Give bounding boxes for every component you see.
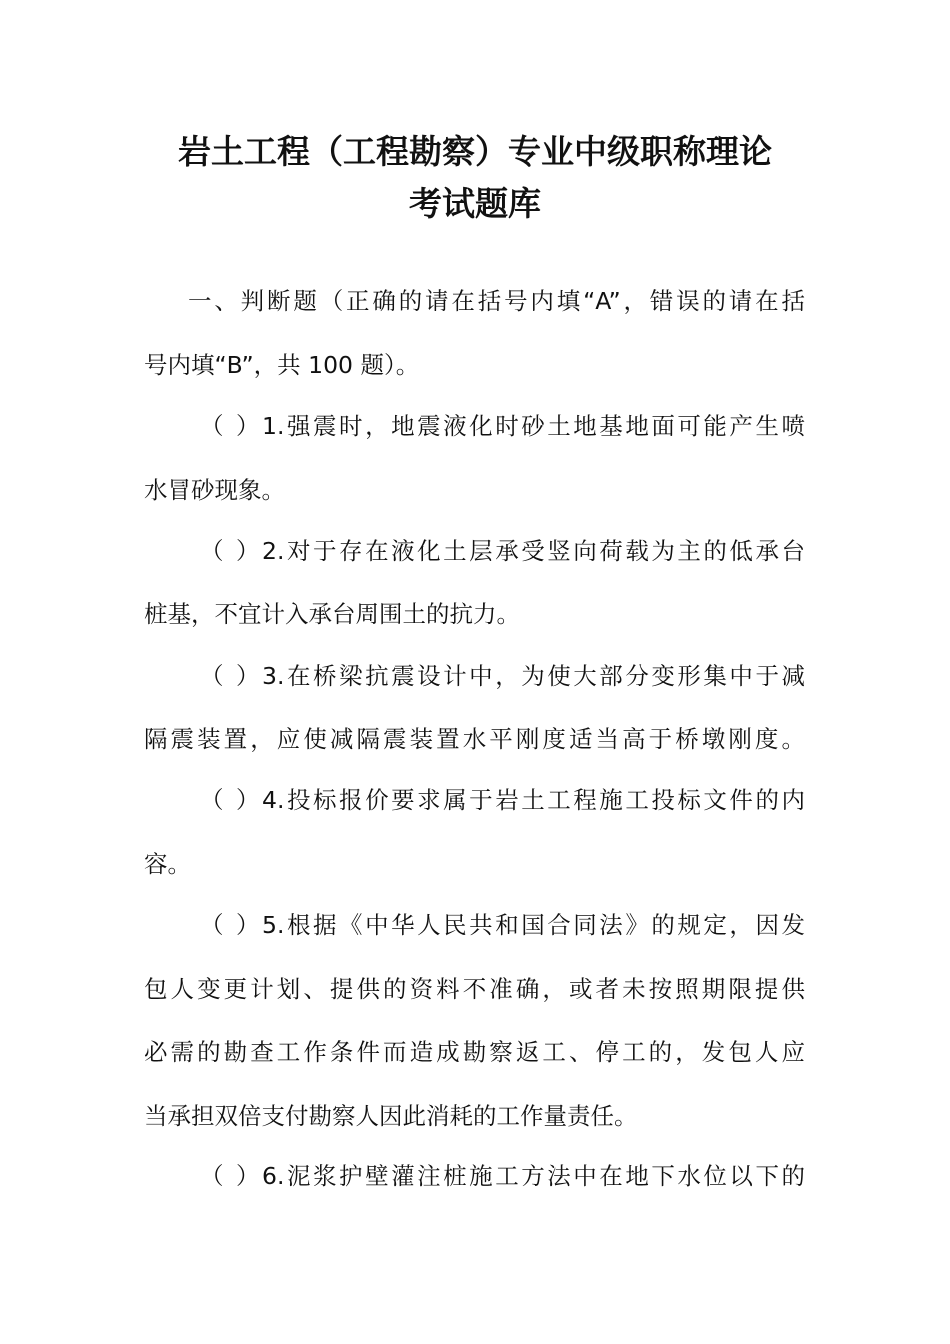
section-heading-line-1: 一、判断题（正确的请在括号内填“A”，错误的请在括 <box>188 287 805 315</box>
question-2-line-1: （ ）2.对于存在液化土层承受竖向荷载为主的低承台 <box>200 537 805 565</box>
question-3-line-1: （ ）3.在桥梁抗震设计中，为使大部分变形集中于减 <box>200 662 805 690</box>
document-title-line-2: 考试题库 <box>409 184 541 223</box>
question-4-line-2: 容。 <box>144 850 191 878</box>
question-5-line-4: 当承担双倍支付勘察人因此消耗的工作量责任。 <box>144 1102 638 1130</box>
question-2-line-2: 桩基，不宜计入承台周围土的抗力。 <box>144 600 520 628</box>
document-title-line-1: 岩土工程（工程勘察）专业中级职称理论 <box>178 132 772 171</box>
question-1-line-1: （ ）1.强震时，地震液化时砂土地基地面可能产生喷 <box>200 412 805 440</box>
question-3-line-2: 隔震装置，应使减隔震装置水平刚度适当高于桥墩刚度。 <box>144 725 805 753</box>
section-heading-line-2: 号内填“B”，共 100 题）。 <box>144 351 420 379</box>
question-5-line-3: 必需的勘查工作条件而造成勘察返工、停工的，发包人应 <box>144 1038 805 1066</box>
question-5-line-1: （ ）5.根据《中华人民共和国合同法》的规定，因发 <box>200 911 805 939</box>
question-5-line-2: 包人变更计划、提供的资料不准确，或者未按照期限提供 <box>144 975 805 1003</box>
question-4-line-1: （ ）4.投标报价要求属于岩土工程施工投标文件的内 <box>200 786 805 814</box>
question-1-line-2: 水冒砂现象。 <box>144 476 285 504</box>
question-6-line-1: （ ）6.泥浆护壁灌注桩施工方法中在地下水位以下的 <box>200 1162 805 1190</box>
